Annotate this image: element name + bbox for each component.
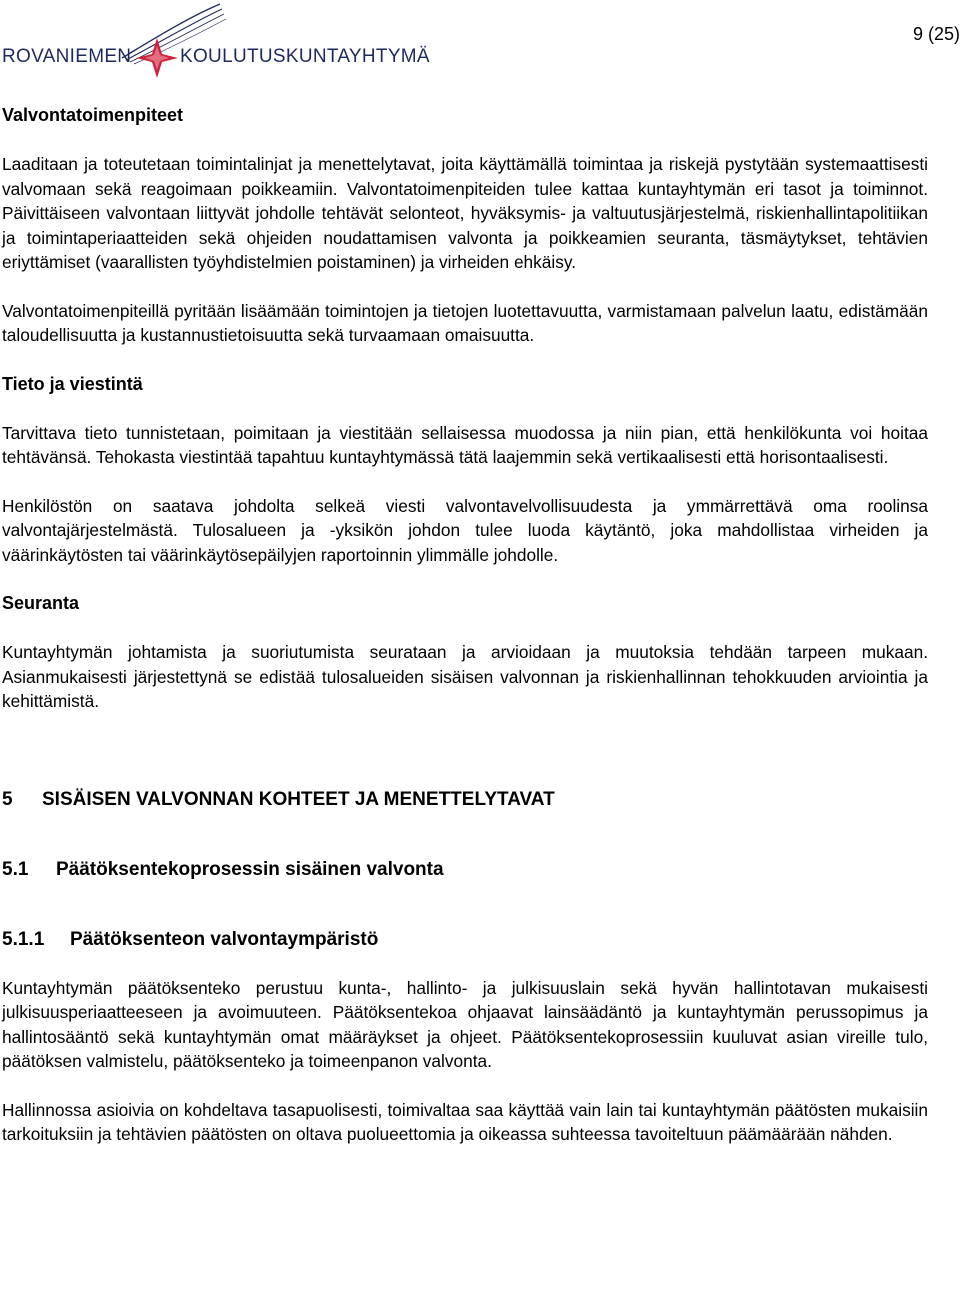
section-title: Päätöksentekoprosessin sisäinen valvonta bbox=[56, 858, 444, 880]
chapter-title: SISÄISEN VALVONNAN KOHTEET JA MENETTELYTAVAT bbox=[42, 788, 555, 810]
page-number: 9 (25) bbox=[912, 24, 960, 44]
heading-tieto-ja-viestinta: Tieto ja viestintä bbox=[2, 373, 143, 394]
organization-logo bbox=[2, 0, 430, 80]
section-number: 5.1 bbox=[2, 858, 29, 880]
paragraph-valvonta-1: Laaditaan ja toteutetaan toimintalinjat ja menettelytavat, joita käyttämällä toimintaa ja riskejä pystytään systemaattisesti valvomaan sekä reagoimaan poikkeamiin. Valvontatoimenpiteiden tulee kattaa kuntayhtymän eri tasot ja toiminnot. Päivittäiseen valvontaan liittyvät johdolle tehtävät selonteot, hyväksymis- ja valtuutusjärjestelmä, riskienhallintapolitiikan ja toimintaperiaatteiden sekä ohjeiden noudattamisen valvonta ja poikkeamien seuranta, täsmäytykset, tehtävien eriyttämiset (vaarallisten työyhdistelmien poistaminen) ja virheiden ehkäisy. bbox=[2, 154, 928, 272]
section-heading-5-1-1 bbox=[2, 928, 928, 952]
paragraph-paatoksenteko-1: Kuntayhtymän päätöksenteko perustuu kunta-, hallinto- ja julkisuuslain sekä hyvän hallintotavan mukaisesti julkisuusperiaatteeseen ja avoimuuteen. Päätöksentekoa ohjaavat lainsäädäntö ja kuntayhtymän perussopimus ja hallintosääntö sekä kuntayhtymän omat määräykset ja ohjeet. Päätöksentekoprosessiin kuuluvat asian vireille tulo, päätöksen valmistelu, päätöksenteko ja toimeenpanon valvonta. bbox=[2, 977, 928, 1071]
heading-seuranta: Seuranta bbox=[2, 593, 80, 613]
subsection-number: 5.1.1 bbox=[2, 928, 45, 950]
subsection-title: Päätöksenteon valvontaympäristö bbox=[70, 928, 379, 950]
chapter-heading-5 bbox=[2, 788, 928, 812]
paragraph-seuranta-1: Kuntayhtymän johtamista ja suoriutumista seurataan ja arvioidaan ja muutoksia tehdään tarpeen mukaan. Asianmukaisesti järjestettynä se edistää tulosalueiden sisäisen valvonnan ja riskienhallinnan tehokkuuden arviointia ja kehittämistä. bbox=[2, 642, 928, 711]
logo-text-left: ROVANIEMEN bbox=[2, 46, 132, 67]
section-heading-5-1 bbox=[2, 858, 928, 882]
heading-valvontatoimenpiteet: Valvontatoimenpiteet bbox=[2, 105, 184, 125]
chapter-number: 5 bbox=[2, 788, 13, 810]
paragraph-valvonta-2: Valvontatoimenpiteillä pyritään lisäämään toimintojen ja tietojen luotettavuutta, varmistamaan palvelun laatu, edistämään taloudellisuutta ja kustannustietoisuutta sekä turvaamaan omaisuutta. bbox=[2, 300, 928, 345]
paragraph-tieto-2: Henkilöstön on saatava johdolta selkeä viesti valvontavelvollisuudesta ja ymmärrettävä oma roolinsa valvontajärjestelmästä. Tulosalueen ja -yksikön johdon tulee luoda käytäntö, joka mahdollistaa virheiden ja väärinkäytösten tai väärinkäytösepäilyjen raportoinnin ylimmälle johdolle. bbox=[2, 495, 928, 565]
logo-text-right: KOULUTUSKUNTAYHTYMÄ bbox=[180, 46, 430, 67]
document-body bbox=[2, 103, 928, 1147]
paragraph-paatoksenteko-2: Hallinnossa asioivia on kohdeltava tasapuolisesti, toimivaltaa saa käyttää vain lain tai kuntayhtymän päätösten mukaisiin tarkoituksiin ja tehtävien päätösten on oltava puolueettomia ja oikeassa suhteessa tavoiteltuun päämäärään nähden. bbox=[2, 1099, 928, 1144]
logo-graphic bbox=[2, 0, 430, 80]
paragraph-tieto-1: Tarvittava tieto tunnistetaan, poimitaan ja viestitään sellaisessa muodossa ja niin pian, että henkilökunta voi hoitaa tehtävänsä. Tehokasta viestintää tapahtuu kuntayhtymässä tätä laajemmin sekä vertikaalisesti että horisontaalisesti. bbox=[2, 422, 928, 467]
